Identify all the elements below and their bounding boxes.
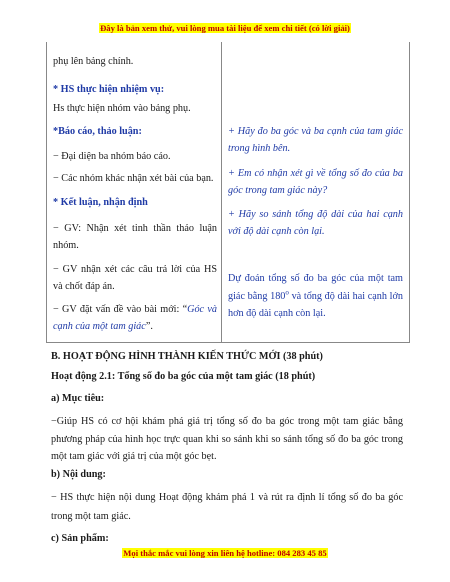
section-title: B. HOẠT ĐỘNG HÌNH THÀNH KIẾN THỨC MỚI (38 phút) [51, 351, 323, 362]
conclusion-item-3-prefix: − GV đặt vấn đề vào bài mới: “ [53, 304, 188, 315]
objective-text: −Giúp HS có cơ hội khám phá giá trị tổng số đo ba góc trong một tam giác bằng phương pháp của hình học trực quan khi so sánh khi so sánh tổng số đo ba góc trong một tam giác với giá trị của một góc bẹt. [51, 416, 403, 462]
conclusion-item-3-suffix: ”. [145, 321, 153, 332]
conclusion-item-1: − GV: Nhận xét tinh thần thảo luận nhóm. [53, 223, 217, 251]
left-continued-text: phụ lên bảng chính. [53, 56, 134, 67]
question-3: + Hãy so sánh tổng độ dài của hai cạnh với độ dài cạnh còn lại. [228, 209, 403, 237]
question-2: + Em có nhận xét gì về tổng số đo của ba góc trong tam giác này? [228, 168, 403, 196]
preview-banner [0, 23, 450, 33]
prediction-answer-part-2: và tổng độ dài hai cạnh lớn hơn độ dài cạnh còn lại. [228, 290, 403, 319]
table-column-divider [221, 42, 222, 342]
degree-symbol: o [285, 288, 289, 297]
content-heading: b) Nội dung: [51, 469, 106, 480]
preview-banner-text: Đây là bản xem thử, vui lòng mua tài liệu để xem chi tiết (có lời giải) [100, 23, 350, 33]
conclusion-item-2: − GV nhận xét các câu trả lời của HS và chốt đáp án. [53, 264, 217, 292]
activity-table [46, 42, 410, 343]
hs-task-heading: * HS thực hiện nhiệm vụ: [53, 84, 165, 95]
report-item-1: − Đại diện ba nhóm báo cáo. [53, 151, 171, 162]
content-text: − HS thực hiện nội dung Hoạt động khám phá 1 và rút ra định lí tổng số đo ba góc trong một tam giác. [51, 492, 403, 522]
hotline-banner [0, 548, 450, 558]
report-heading: *Báo cáo, thảo luận: [53, 126, 142, 137]
new-lesson-title: Góc và cạnh của một tam giác [53, 304, 217, 332]
objective-heading: a) Mục tiêu: [51, 393, 105, 404]
conclusion-item-3 [53, 301, 217, 335]
question-1: + Hãy đo ba góc và ba cạnh của tam giác trong hình bên. [228, 126, 403, 154]
prediction-answer-part-1: Dự đoán tổng số đo ba góc của một tam giác bằng 180 [228, 273, 403, 302]
hotline-banner-text: Mọi thắc mắc vui lòng xin liên hệ hotline: 084 283 45 85 [123, 548, 327, 558]
hs-task-text: Hs thực hiện nhóm vào bảng phụ. [53, 103, 191, 114]
report-item-2: − Các nhóm khác nhận xét bài của bạn. [53, 173, 214, 184]
conclusion-heading: * Kết luận, nhận định [53, 197, 148, 208]
activity-title: Hoạt động 2.1: Tổng số đo ba góc của một tam giác (18 phút) [51, 371, 316, 382]
prediction-answer [228, 270, 403, 323]
product-heading: c) Sản phẩm: [51, 533, 109, 544]
